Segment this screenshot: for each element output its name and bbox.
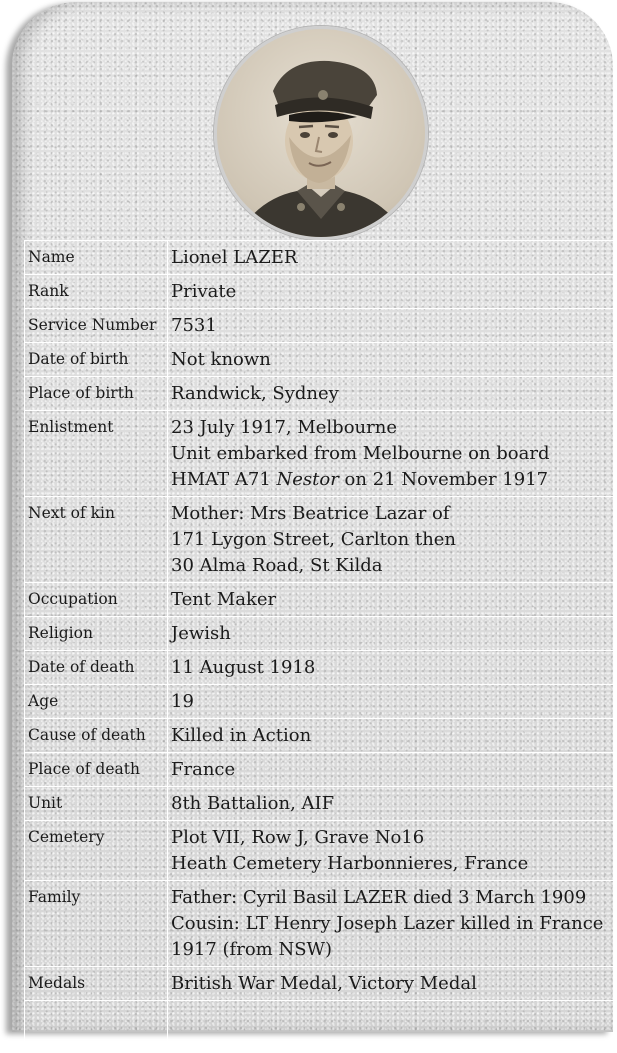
record-row-enlistment: [25, 411, 615, 497]
value-place-of-birth-line: Randwick, Sydney: [171, 383, 339, 404]
value-service-number: [168, 309, 615, 343]
value-medals-line: British War Medal, Victory Medal: [171, 973, 477, 994]
value-date-of-death: [168, 651, 615, 685]
value-enlistment-ship-line: [171, 467, 614, 493]
record-row-cemetery: [25, 821, 615, 881]
label-cemetery: Cemetery: [25, 821, 168, 881]
label-medals: Medals: [25, 967, 168, 1001]
value-service-number-line: 7531: [171, 315, 217, 336]
value-date-of-death-line: 11 August 1918: [171, 657, 316, 678]
label-family: Family: [25, 881, 168, 967]
record-row-occupation: [25, 583, 615, 617]
value-name: [168, 241, 615, 275]
label-empty: [25, 1001, 168, 1053]
value-cemetery: [168, 821, 615, 881]
record-row-next-of-kin: [25, 497, 615, 583]
record-row-medals: [25, 967, 615, 1001]
value-family-line: 1917 (from NSW): [171, 939, 333, 960]
ship-suffix: on 21 November 1917: [338, 469, 549, 490]
value-family-line: Father: Cyril Basil LAZER died 3 March 1909: [171, 887, 587, 908]
value-enlistment-line: Unit embarked from Melbourne on board: [171, 443, 550, 464]
record-row-place-of-death: [25, 753, 615, 787]
value-unit: [168, 787, 615, 821]
record-row-date-of-birth: [25, 343, 615, 377]
value-occupation: [168, 583, 615, 617]
record-row-service-number: [25, 309, 615, 343]
record-row-place-of-birth: [25, 377, 615, 411]
value-enlistment-line: 23 July 1917, Melbourne: [171, 417, 397, 438]
label-next-of-kin: Next of kin: [25, 497, 168, 583]
record-row-cause-of-death: [25, 719, 615, 753]
label-age: Age: [25, 685, 168, 719]
value-occupation-line: Tent Maker: [171, 589, 277, 610]
portrait-illustration: [217, 29, 425, 237]
value-age-line: 19: [171, 691, 194, 712]
value-next-of-kin-line: Mother: Mrs Beatrice Lazar of: [171, 503, 450, 524]
label-date-of-death: Date of death: [25, 651, 168, 685]
record-row-name: [25, 241, 615, 275]
value-name-line: Lionel LAZER: [171, 247, 298, 268]
label-unit: Unit: [25, 787, 168, 821]
record-row-unit: [25, 787, 615, 821]
label-service-number: Service Number: [25, 309, 168, 343]
value-rank-line: Private: [171, 281, 237, 302]
ship-name: Nestor: [276, 469, 339, 490]
value-medals: [168, 967, 615, 1001]
record-row-religion: [25, 617, 615, 651]
value-place-of-death-line: France: [171, 759, 236, 780]
value-date-of-birth-line: Not known: [171, 349, 271, 370]
soldier-portrait: [214, 26, 428, 240]
value-unit-line: 8th Battalion, AIF: [171, 793, 335, 814]
value-date-of-birth: [168, 343, 615, 377]
value-empty: [168, 1001, 615, 1053]
value-age: [168, 685, 615, 719]
label-name: Name: [25, 241, 168, 275]
record-row-date-of-death: [25, 651, 615, 685]
value-next-of-kin-line: 30 Alma Road, St Kilda: [171, 555, 383, 576]
value-religion-line: Jewish: [171, 623, 231, 644]
value-cause-of-death: [168, 719, 615, 753]
label-date-of-birth: Date of birth: [25, 343, 168, 377]
value-family-line: Cousin: LT Henry Joseph Lazer killed in France: [171, 913, 604, 934]
label-occupation: Occupation: [25, 583, 168, 617]
record-row-age: [25, 685, 615, 719]
value-place-of-birth: [168, 377, 615, 411]
label-enlistment: Enlistment: [25, 411, 168, 497]
service-record-table: [24, 240, 615, 1053]
value-enlistment: [168, 411, 615, 497]
label-cause-of-death: Cause of death: [25, 719, 168, 753]
value-rank: [168, 275, 615, 309]
value-place-of-death: [168, 753, 615, 787]
value-cemetery-line: Heath Cemetery Harbonnieres, France: [171, 853, 529, 874]
value-religion: [168, 617, 615, 651]
value-cause-of-death-line: Killed in Action: [171, 725, 312, 746]
label-place-of-birth: Place of birth: [25, 377, 168, 411]
label-religion: Religion: [25, 617, 168, 651]
record-row-empty: [25, 1001, 615, 1053]
value-next-of-kin-line: 171 Lygon Street, Carlton then: [171, 529, 457, 550]
value-cemetery-line: Plot VII, Row J, Grave No16: [171, 827, 425, 848]
record-row-family: [25, 881, 615, 967]
value-family: [168, 881, 615, 967]
label-rank: Rank: [25, 275, 168, 309]
record-row-rank: [25, 275, 615, 309]
label-place-of-death: Place of death: [25, 753, 168, 787]
ship-prefix: HMAT A71: [171, 469, 277, 490]
value-next-of-kin: [168, 497, 615, 583]
